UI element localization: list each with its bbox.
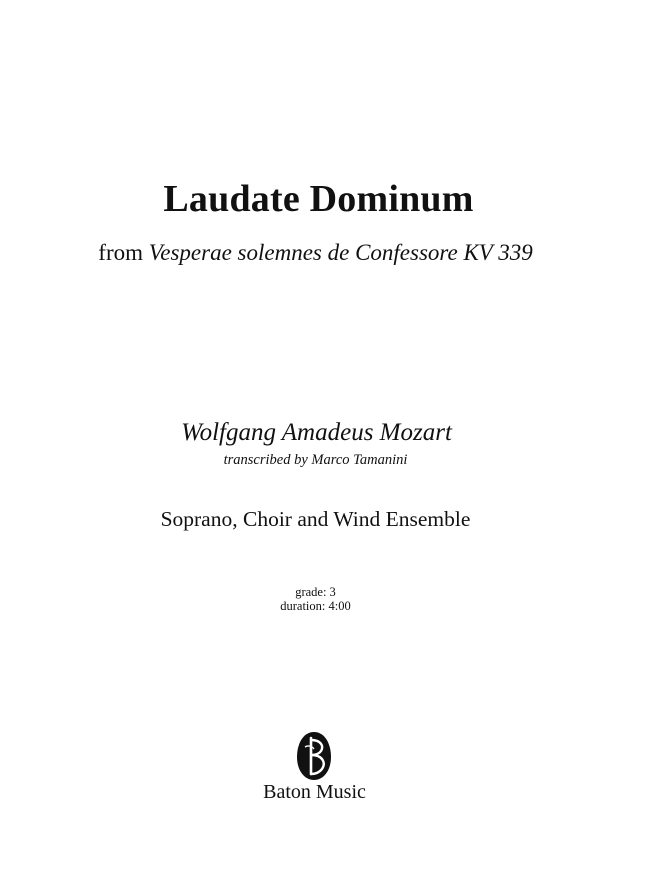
- duration-label: duration: 4:00: [280, 599, 351, 613]
- baton-music-logo-icon: [294, 730, 334, 782]
- subtitle: [0, 238, 640, 268]
- page-title: Laudate Dominum: [163, 178, 474, 220]
- composer-name: Wolfgang Amadeus Mozart: [181, 419, 452, 446]
- subtitle-prefix: from: [98, 240, 149, 265]
- publisher-name: Baton Music: [263, 781, 366, 803]
- subtitle-work: Vesperae solemnes de Confessore KV 339: [148, 240, 533, 265]
- grade-label: grade: 3: [295, 585, 336, 599]
- scoring-instrumentation: Soprano, Choir and Wind Ensemble: [160, 507, 471, 531]
- transcriber-credit: transcribed by Marco Tamanini: [223, 452, 408, 468]
